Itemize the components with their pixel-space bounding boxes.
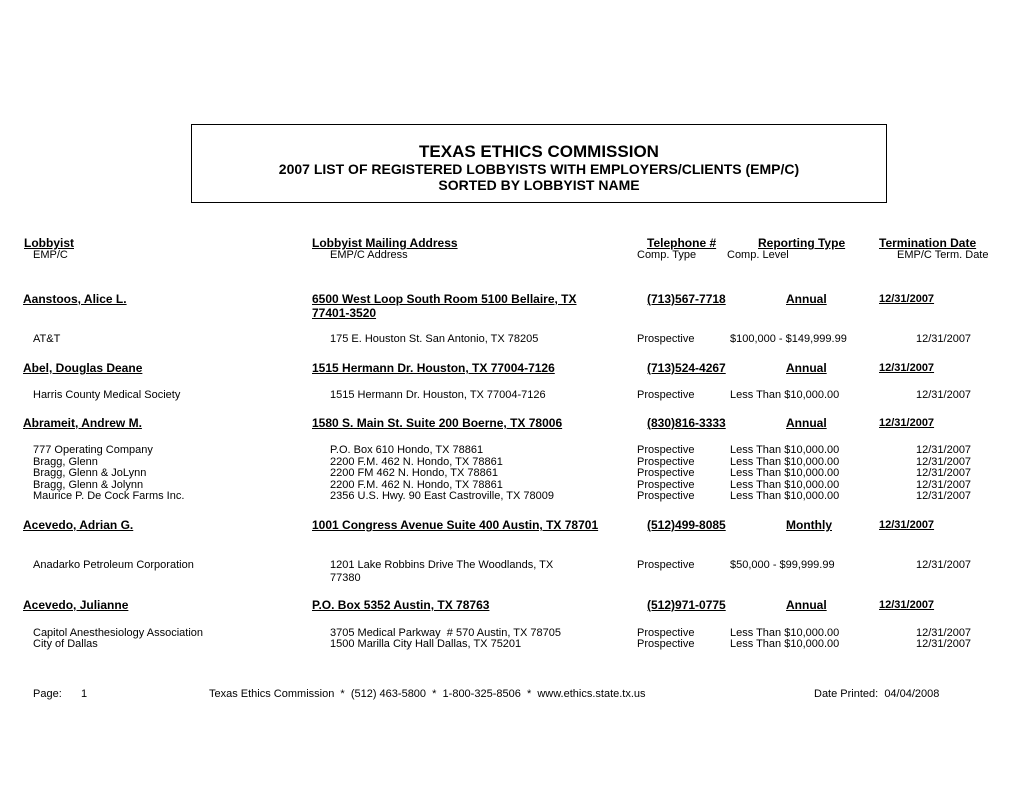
- client-comp-level: Less Than $10,000.00: [730, 389, 840, 401]
- col-emp: EMP/C: [33, 249, 68, 261]
- client-address: P.O. Box 610 Hondo, TX 78861: [330, 444, 484, 456]
- client-name: City of Dallas: [33, 638, 98, 650]
- client-comp-level: Less Than $10,000.00: [730, 490, 840, 502]
- lobbyist-name: Abrameit, Andrew M.: [23, 416, 142, 430]
- col-lobbyist: Lobbyist: [24, 236, 74, 250]
- lobbyist-address: 1580 S. Main St. Suite 200 Boerne, TX 78006: [312, 416, 563, 430]
- client-term-date: 12/31/2007: [916, 456, 972, 468]
- col-telephone: Telephone #: [647, 236, 717, 250]
- footer-date-printed: Date Printed: 04/04/2008: [814, 688, 940, 700]
- lobbyist-term-date: 12/31/2007: [879, 599, 935, 611]
- lobbyist-term-date: 12/31/2007: [879, 362, 935, 374]
- col-reporting-type: Reporting Type: [758, 236, 846, 250]
- lobbyist-phone: (512)971-0775: [647, 598, 726, 612]
- report-title: TEXAS ETHICS COMMISSION: [419, 142, 659, 161]
- lobbyist-term-date: 12/31/2007: [879, 293, 935, 305]
- client-address: 3705 Medical Parkway # 570 Austin, TX 78705: [330, 627, 561, 639]
- lobbyist-reporting-type: Annual: [786, 598, 827, 612]
- client-term-date: 12/31/2007: [916, 479, 972, 491]
- lobbyist-name: Acevedo, Adrian G.: [23, 518, 134, 532]
- client-term-date: 12/31/2007: [916, 333, 972, 345]
- client-comp-level: Less Than $10,000.00: [730, 479, 840, 491]
- client-address: 2200 FM 462 N. Hondo, TX 78861: [330, 467, 498, 479]
- client-comp-type: Prospective: [637, 389, 695, 401]
- report-subtitle: 2007 LIST OF REGISTERED LOBBYISTS WITH EMPLOYERS/CLIENTS (EMP/C): [278, 161, 800, 177]
- footer-page-number: 1: [81, 688, 88, 700]
- client-term-date: 12/31/2007: [916, 638, 972, 650]
- report-sort-note: SORTED BY LOBBYIST NAME: [438, 177, 640, 193]
- client-name: Capitol Anesthesiology Association: [33, 627, 203, 639]
- client-address: 175 E. Houston St. San Antonio, TX 78205: [330, 333, 539, 345]
- client-name: Anadarko Petroleum Corporation: [33, 559, 194, 571]
- client-term-date: 12/31/2007: [916, 627, 972, 639]
- client-term-date: 12/31/2007: [916, 389, 972, 401]
- client-comp-type: Prospective: [637, 627, 695, 639]
- lobbyist-name: Acevedo, Julianne: [23, 598, 129, 612]
- client-name: AT&T: [33, 333, 61, 345]
- lobbyist-reporting-type: Annual: [786, 292, 827, 306]
- client-address: 1515 Hermann Dr. Houston, TX 77004-7126: [330, 389, 546, 401]
- client-term-date: 12/31/2007: [916, 467, 972, 479]
- report-title-box: [191, 124, 887, 203]
- client-comp-type: Prospective: [637, 559, 695, 571]
- col-emp-term-date: EMP/C Term. Date: [897, 249, 989, 261]
- lobbyist-phone: (830)816-3333: [647, 416, 726, 430]
- col-emp-address: EMP/C Address: [330, 249, 408, 261]
- client-comp-level: $50,000 - $99,999.99: [730, 559, 835, 571]
- lobbyist-reporting-type: Monthly: [786, 518, 832, 532]
- lobbyist-phone: (713)567-7718: [647, 292, 726, 306]
- client-comp-level: Less Than $10,000.00: [730, 467, 840, 479]
- col-address: Lobbyist Mailing Address: [312, 236, 458, 250]
- client-comp-level: $100,000 - $149,999.99: [730, 333, 847, 345]
- lobbyist-address: 1001 Congress Avenue Suite 400 Austin, TX 78701: [312, 518, 599, 532]
- lobbyist-name: Abel, Douglas Deane: [23, 361, 143, 375]
- client-comp-type: Prospective: [637, 467, 695, 479]
- client-comp-level: Less Than $10,000.00: [730, 638, 840, 650]
- client-comp-level: Less Than $10,000.00: [730, 456, 840, 468]
- client-comp-level: Less Than $10,000.00: [730, 444, 840, 456]
- client-address: 2200 F.M. 462 N. Hondo, TX 78861: [330, 479, 503, 491]
- client-name: Bragg, Glenn & Jolynn: [33, 479, 144, 491]
- client-comp-type: Prospective: [637, 444, 695, 456]
- client-name: 777 Operating Company: [33, 444, 153, 456]
- lobbyist-reporting-type: Annual: [786, 416, 827, 430]
- col-comp-type: Comp. Type: [637, 249, 697, 261]
- lobbyist-term-date: 12/31/2007: [879, 519, 935, 531]
- client-comp-type: Prospective: [637, 456, 695, 468]
- client-name: Bragg, Glenn: [33, 456, 98, 468]
- client-name: Maurice P. De Cock Farms Inc.: [33, 490, 185, 502]
- footer-contact: Texas Ethics Commission * (512) 463-5800 * 1-800-325-8506 * www.ethics.state.tx.us: [209, 688, 646, 700]
- client-comp-type: Prospective: [637, 333, 695, 345]
- lobbyist-address: 1515 Hermann Dr. Houston, TX 77004-7126: [312, 361, 555, 375]
- lobbyist-term-date: 12/31/2007: [879, 417, 935, 429]
- client-address: 2200 F.M. 462 N. Hondo, TX 78861: [330, 456, 503, 468]
- col-comp-level: Comp. Level: [727, 249, 789, 261]
- client-term-date: 12/31/2007: [916, 490, 972, 502]
- footer-page-label: Page:: [33, 688, 62, 700]
- client-name: Bragg, Glenn & JoLynn: [33, 467, 147, 479]
- client-comp-type: Prospective: [637, 479, 695, 491]
- lobbyist-phone: (713)524-4267: [647, 361, 726, 375]
- client-address: 1201 Lake Robbins Drive The Woodlands, TX 77380: [330, 559, 554, 584]
- client-name: Harris County Medical Society: [33, 389, 181, 401]
- client-term-date: 12/31/2007: [916, 559, 972, 571]
- col-termination-date: Termination Date: [879, 236, 977, 250]
- client-comp-level: Less Than $10,000.00: [730, 627, 840, 639]
- lobbyist-name: Aanstoos, Alice L.: [23, 292, 127, 306]
- lobbyist-phone: (512)499-8085: [647, 518, 726, 532]
- lobbyist-reporting-type: Annual: [786, 361, 827, 375]
- client-comp-type: Prospective: [637, 490, 695, 502]
- client-address: 1500 Marilla City Hall Dallas, TX 75201: [330, 638, 522, 650]
- client-comp-type: Prospective: [637, 638, 695, 650]
- client-address: 2356 U.S. Hwy. 90 East Castroville, TX 78009: [330, 490, 554, 502]
- client-term-date: 12/31/2007: [916, 444, 972, 456]
- lobbyist-address: P.O. Box 5352 Austin, TX 78763: [312, 598, 490, 612]
- lobbyist-address: 6500 West Loop South Room 5100 Bellaire, TX 77401-3520: [312, 292, 577, 320]
